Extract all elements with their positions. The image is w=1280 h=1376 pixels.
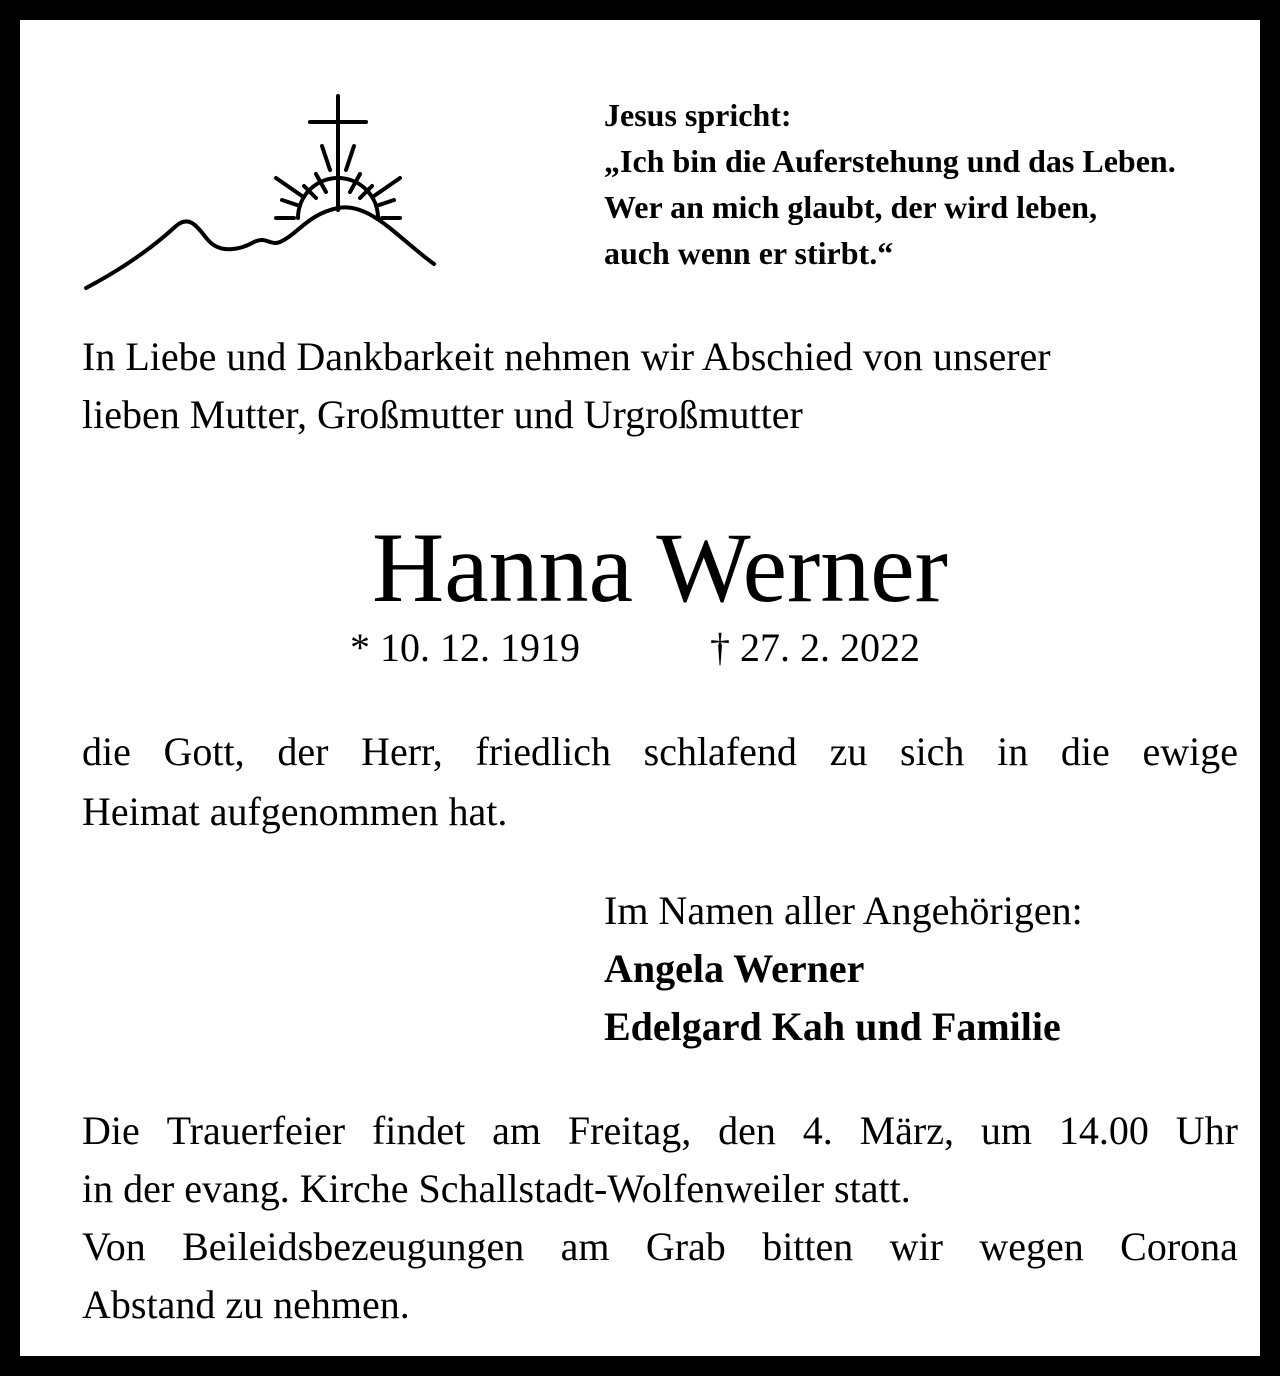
word: Corona bbox=[1120, 1224, 1238, 1269]
passing-line: Heimat aufgenommen hat. bbox=[82, 789, 508, 834]
sun-ray bbox=[376, 200, 394, 206]
sun-ray bbox=[374, 178, 400, 196]
deceased-name: Hanna Werner bbox=[372, 512, 948, 623]
word: schlafend bbox=[643, 729, 797, 774]
signoff bbox=[604, 882, 1244, 1056]
word: Beileidsbezeugungen bbox=[182, 1224, 525, 1269]
funeral-line-justified bbox=[82, 1102, 1238, 1160]
mourner-name: Angela Werner bbox=[604, 946, 865, 991]
funeral-line: Abstand zu nehmen. bbox=[82, 1282, 410, 1327]
passing-line-justified bbox=[82, 722, 1238, 782]
word: bitten bbox=[762, 1224, 854, 1269]
word: die bbox=[1060, 729, 1110, 774]
word: wegen bbox=[979, 1224, 1084, 1269]
word: friedlich bbox=[475, 729, 611, 774]
sun-ray bbox=[282, 200, 300, 206]
word: ewige bbox=[1142, 729, 1238, 774]
sun-ray bbox=[322, 146, 330, 170]
word: findet bbox=[371, 1108, 466, 1153]
funeral-line-justified bbox=[82, 1218, 1238, 1276]
word: um bbox=[980, 1108, 1032, 1153]
word: Trauerfeier bbox=[166, 1108, 346, 1153]
word: 4. bbox=[802, 1108, 833, 1153]
verse-line: auch wenn er stirbt.“ bbox=[604, 235, 894, 271]
word: 14.00 bbox=[1058, 1108, 1149, 1153]
bible-verse bbox=[604, 92, 1264, 276]
word: sich bbox=[900, 729, 965, 774]
word: Gott, bbox=[163, 729, 245, 774]
birth-date: * 10. 12. 1919 bbox=[350, 625, 580, 670]
word: in bbox=[997, 729, 1029, 774]
funeral-line: in der evang. Kirche Schallstadt-Wolfenweiler statt. bbox=[82, 1166, 911, 1211]
word: am bbox=[560, 1224, 610, 1269]
word: Freitag, bbox=[567, 1108, 692, 1153]
intro-line: lieben Mutter, Großmutter und Urgroßmutter bbox=[82, 392, 803, 437]
cross-sunrise-mountain-icon bbox=[80, 90, 440, 300]
intro-text bbox=[82, 328, 1238, 444]
word: Uhr bbox=[1175, 1108, 1238, 1153]
word: zu bbox=[829, 729, 868, 774]
word: am bbox=[492, 1108, 542, 1153]
word: Herr, bbox=[361, 729, 443, 774]
word: wir bbox=[889, 1224, 943, 1269]
sun-ray bbox=[346, 146, 354, 170]
word: die bbox=[82, 729, 131, 774]
verse-line: „Ich bin die Auferstehung und das Leben. bbox=[604, 143, 1176, 179]
word: der bbox=[277, 729, 329, 774]
word: Von bbox=[82, 1224, 146, 1269]
sun-ray bbox=[276, 178, 302, 196]
word: März, bbox=[859, 1108, 954, 1153]
mourner-name: Edelgard Kah und Familie bbox=[604, 1004, 1061, 1049]
funeral-info bbox=[82, 1102, 1238, 1334]
death-date: † 27. 2. 2022 bbox=[710, 625, 920, 670]
verse-line: Jesus spricht: bbox=[604, 97, 792, 133]
word: den bbox=[718, 1108, 776, 1153]
intro-line: In Liebe und Dankbarkeit nehmen wir Abschied von unserer bbox=[82, 334, 1051, 379]
verse-line: Wer an mich glaubt, der wird leben, bbox=[604, 189, 1098, 225]
word: Die bbox=[82, 1108, 140, 1153]
word: Grab bbox=[645, 1224, 726, 1269]
signoff-intro: Im Namen aller Angehörigen: bbox=[604, 888, 1083, 933]
passing-text bbox=[82, 722, 1238, 842]
